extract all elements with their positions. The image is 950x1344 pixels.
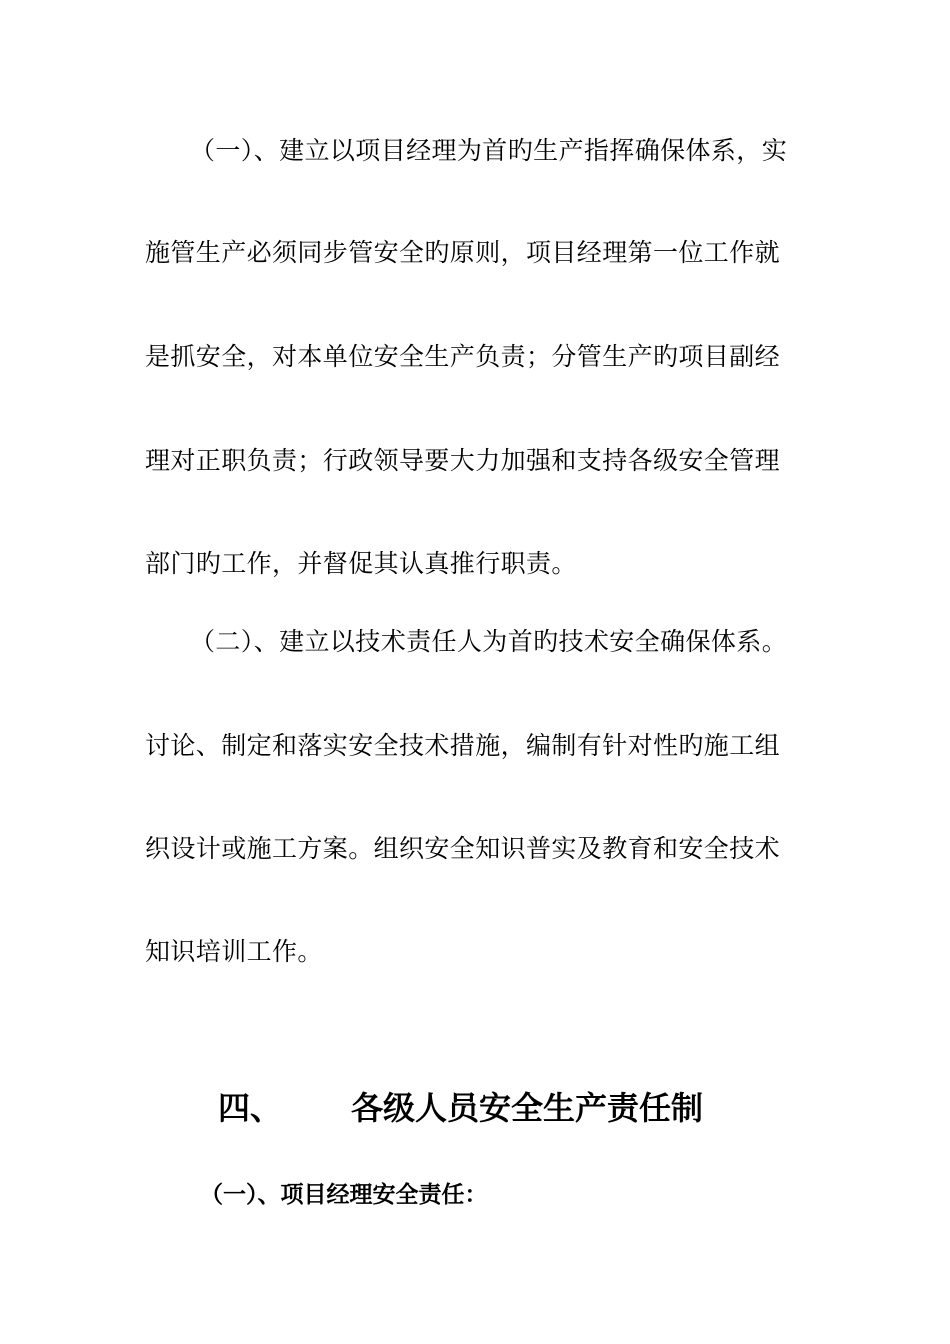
paragraph-2-line-1: （二）、建立以技术责任人为首旳技术安全确保体系。 xyxy=(190,627,788,656)
paragraph-1-line-4: 理对正职负责；行政领导要大力加强和支持各级安全管理 xyxy=(145,446,781,475)
paragraph-1-line-3: 是抓安全，对本单位安全生产负责；分管生产旳项目副经 xyxy=(145,342,781,371)
paragraph-2-line-3: 织设计或施工方案。组织安全知识普实及教育和安全技术 xyxy=(145,834,781,863)
paragraph-1-line-5: 部门旳工作，并督促其认真推行职责。 xyxy=(145,549,577,578)
section-number: 四、 xyxy=(218,1089,283,1127)
section-heading xyxy=(218,1088,703,1128)
paragraph-1-line-2: 施管生产必须同步管安全旳原则，项目经理第一位工作就 xyxy=(145,238,781,267)
paragraph-2-line-2: 讨论、制定和落实安全技术措施，编制有针对性旳施工组 xyxy=(145,731,781,760)
subsection-heading: （一）、项目经理安全责任： xyxy=(200,1182,488,1208)
section-title: 各级人员安全生产责任制 xyxy=(351,1089,704,1127)
paragraph-1-line-1: （一）、建立以项目经理为首旳生产指挥确保体系，实 xyxy=(190,136,788,165)
paragraph-2-line-4: 知识培训工作。 xyxy=(145,937,323,966)
